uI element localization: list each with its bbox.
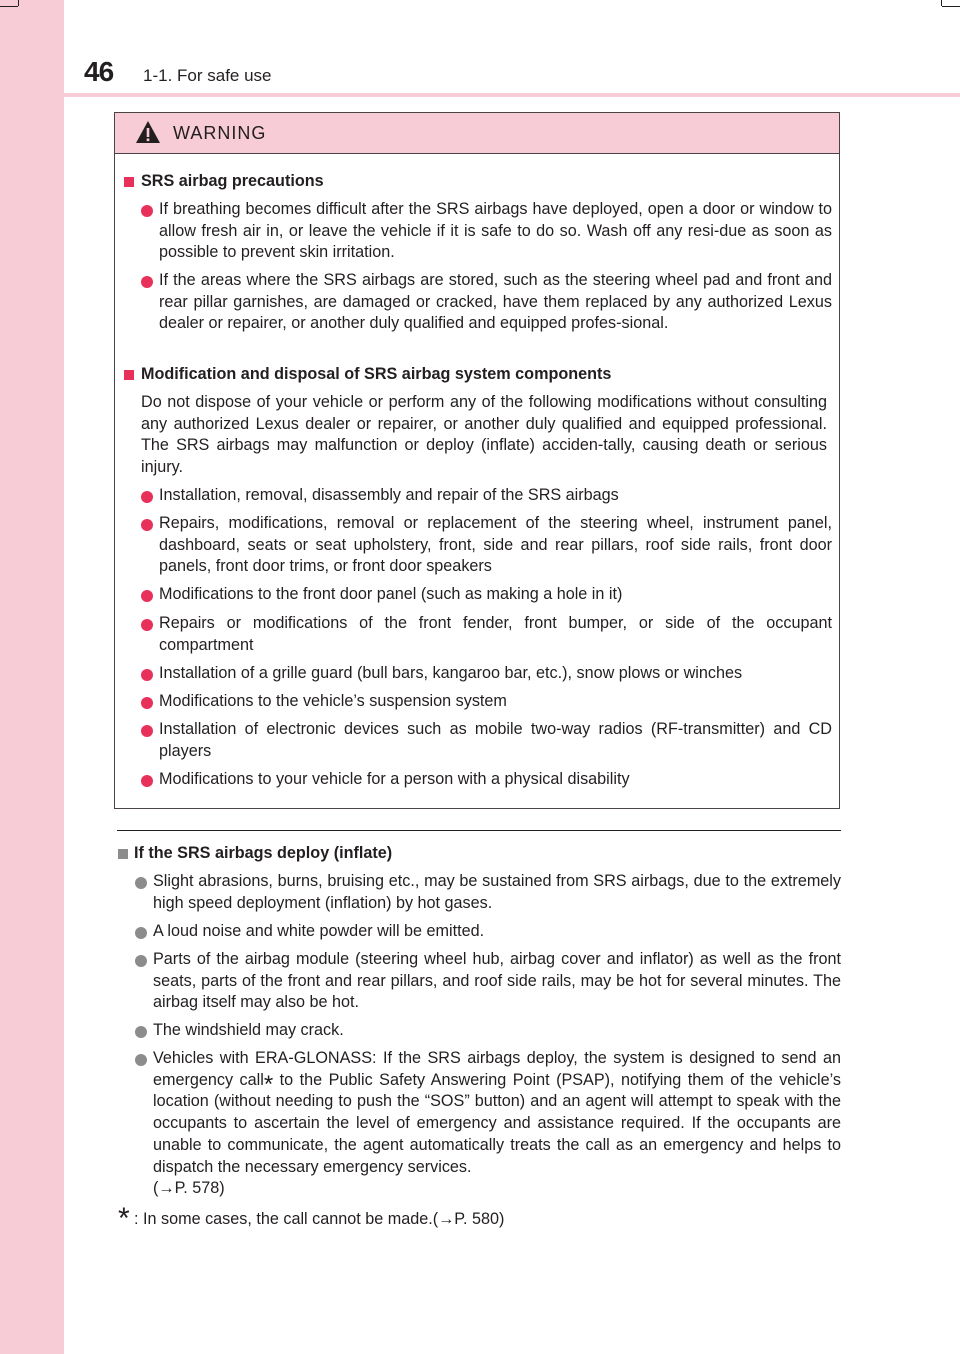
- crop-mark: [942, 6, 960, 7]
- header-rule: [64, 93, 960, 97]
- warning-paragraph: Do not dispose of your vehicle or perform any of the following modifications without consulting any authorized Lexus dealer or repairer, or another duly qualified and equipped professional. The SRS airbags may malfunction or deploy (inflate) acciden-tally, causing death or serious injury.: [141, 393, 827, 477]
- warning-item: Modifications to the front door panel (such as making a hole in it): [159, 585, 623, 603]
- bullet-icon: [141, 619, 153, 631]
- warning-item: Installation of a grille guard (bull bars, kangaroo bar, etc.), snow plows or winches: [159, 664, 743, 682]
- bullet-icon: [141, 205, 153, 217]
- warning-item: If the areas where the SRS airbags are stored, such as the steering wheel pad and front and rear pillar garnishes, are damaged or cracked, have them replaced by any authorized Lexus dealer or repairer, or another duly qualified and equipped profes-sional.: [159, 271, 832, 333]
- warning-item: Modifications to the vehicle’s suspension system: [159, 692, 507, 710]
- warning-heading: SRS airbag precautions: [141, 172, 324, 190]
- crop-mark: [18, 0, 19, 6]
- info-item: Parts of the airbag module (steering wheel hub, airbag cover and inflator) as well as the front seats, parts of the front and rear pillars, and roof side rails, may be hot for several minutes. The airbag itself may also be hot.: [153, 950, 841, 1012]
- bullet-icon: [135, 1026, 147, 1038]
- bullet-icon: [141, 775, 153, 787]
- warning-item: Repairs or modifications of the front fender, front bumper, or side of the occupant compartment: [159, 614, 832, 654]
- era-glonass-text-continued: to the Public Safety Answering Point (PSAP), notifying them of the vehicle’s location (without needing to push the “SOS” button) and an agent will attempt to speak with the occupants to ascertain the level of emergency and assistance required. If the occupants are unable to communicate, the agent automatically treats the call as an emergency and helps to dispatch the necessary emergency services.: [153, 1070, 841, 1176]
- warning-header: [115, 113, 839, 154]
- section-square-icon: [118, 849, 128, 859]
- warning-triangle-icon: [135, 120, 161, 144]
- bullet-icon: [141, 519, 153, 531]
- warning-item: If breathing becomes difficult after the SRS airbags have deployed, open a door or window to allow fresh air in, or leave the vehicle if it is safe to do so. Wash off any resi-due as soon as possible to prevent skin irritation.: [159, 200, 832, 262]
- warning-item: Installation, removal, disassembly and repair of the SRS airbags: [159, 486, 619, 504]
- section-divider: [117, 830, 841, 831]
- bullet-icon: [141, 725, 153, 737]
- footnote-text: : In some cases, the call cannot be made.(→P. 580): [134, 1210, 505, 1228]
- page-number: 46: [84, 56, 114, 87]
- info-item-era-glonass: [153, 1048, 841, 1200]
- bullet-icon: [141, 276, 153, 288]
- section-square-icon: [124, 370, 134, 380]
- bullet-icon: [141, 697, 153, 709]
- bullet-icon: [135, 955, 147, 967]
- bullet-icon: [141, 590, 153, 602]
- bullet-icon: [141, 669, 153, 681]
- info-item: Slight abrasions, burns, bruising etc., may be sustained from SRS airbags, due to the extremely high speed deployment (inflation) by hot gases.: [153, 872, 841, 912]
- bullet-icon: [135, 877, 147, 889]
- warning-item: Modifications to your vehicle for a person with a physical disability: [159, 770, 630, 788]
- section-title: 1-1. For safe use: [143, 66, 272, 85]
- bullet-icon: [135, 1054, 147, 1066]
- warning-title: WARNING: [173, 123, 267, 143]
- info-item: The windshield may crack.: [153, 1021, 344, 1039]
- warning-heading: Modification and disposal of SRS airbag system components: [141, 365, 612, 383]
- bullet-icon: [141, 491, 153, 503]
- section-square-icon: [124, 177, 134, 187]
- era-glonass-text: Vehicles with ERA-GLONASS: If the SRS airbags deploy, the system is designed to send an emergency call: [153, 1049, 841, 1089]
- crop-mark: [0, 6, 18, 7]
- info-item: A loud noise and white powder will be emitted.: [153, 922, 485, 940]
- footnote-asterisk: *: [263, 1070, 274, 1098]
- footnote-asterisk: *: [118, 1202, 130, 1235]
- bullet-icon: [135, 927, 147, 939]
- page-reference-link[interactable]: (→P. 578): [153, 1179, 225, 1198]
- side-tab-bar: [0, 0, 64, 1354]
- info-heading: If the SRS airbags deploy (inflate): [134, 844, 393, 862]
- warning-item: Repairs, modifications, removal or replacement of the steering wheel, instrument panel, dashboard, seats or seat upholstery, front, side and rear pillars, roof side rails, front door panels, front door trims, or front door speakers: [159, 514, 832, 576]
- warning-item: Installation of electronic devices such as mobile two-way radios (RF-transmitter) and CD players: [159, 720, 832, 760]
